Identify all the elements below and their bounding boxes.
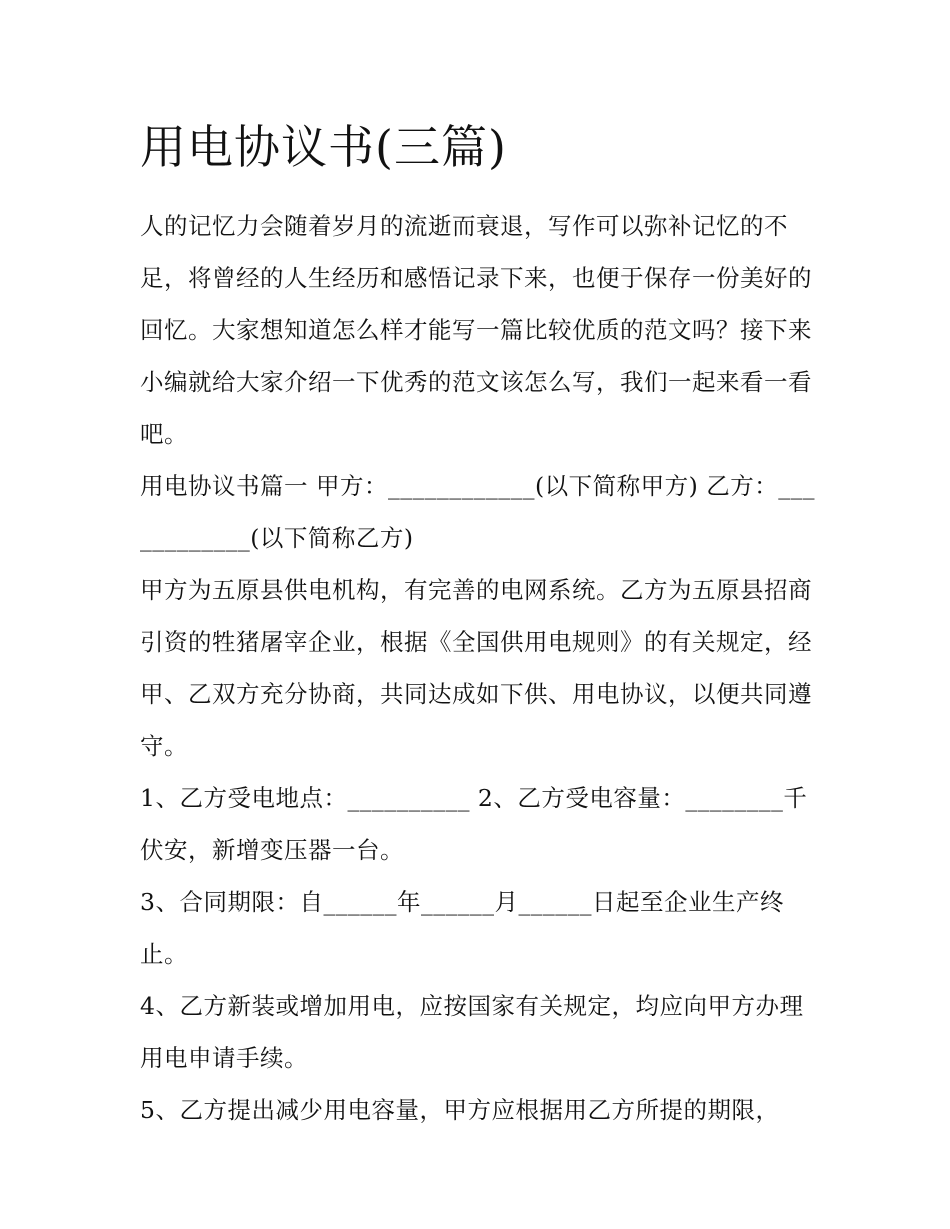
clause-4-paragraph: 4、乙方新装或增加用电，应按国家有关规定，均应向甲方办理用电申请手续。 <box>140 992 804 1072</box>
parties-paragraph: 用电协议书篇一 甲方：____________(以下简称甲方) 乙方：____________(以下简称乙方) <box>140 472 816 552</box>
document-body <box>140 112 820 1136</box>
clause-1-2-paragraph: 1、乙方受电地点：__________ 2、乙方受电容量：________千伏安，新增变压器一台。 <box>140 784 808 864</box>
intro-paragraph: 人的记忆力会随着岁月的流逝而衰退，写作可以弥补记忆的不足，将曾经的人生经历和感悟记录下来，也便于保存一份美好的回忆。大家想知道怎么样才能写一篇比较优质的范文吗？接下来小编就给大家介绍一下优秀的范文该怎么写，我们一起来看一看吧。 <box>140 212 812 448</box>
background-paragraph: 甲方为五原县供电机构，有完善的电网系统。乙方为五原县招商引资的牲猪屠宰企业，根据《全国供用电规则》的有关规定，经甲、乙双方充分协商，共同达成如下供、用电协议，以便共同遵守。 <box>140 576 812 760</box>
clause-3-paragraph: 3、合同期限：自______年______月______日起至企业生产终止。 <box>140 888 784 968</box>
clause-5-paragraph: 5、乙方提出减少用电容量，甲方应根据用乙方所提的期限， <box>140 1096 780 1124</box>
document-title: 用电协议书(三篇) <box>140 120 507 174</box>
